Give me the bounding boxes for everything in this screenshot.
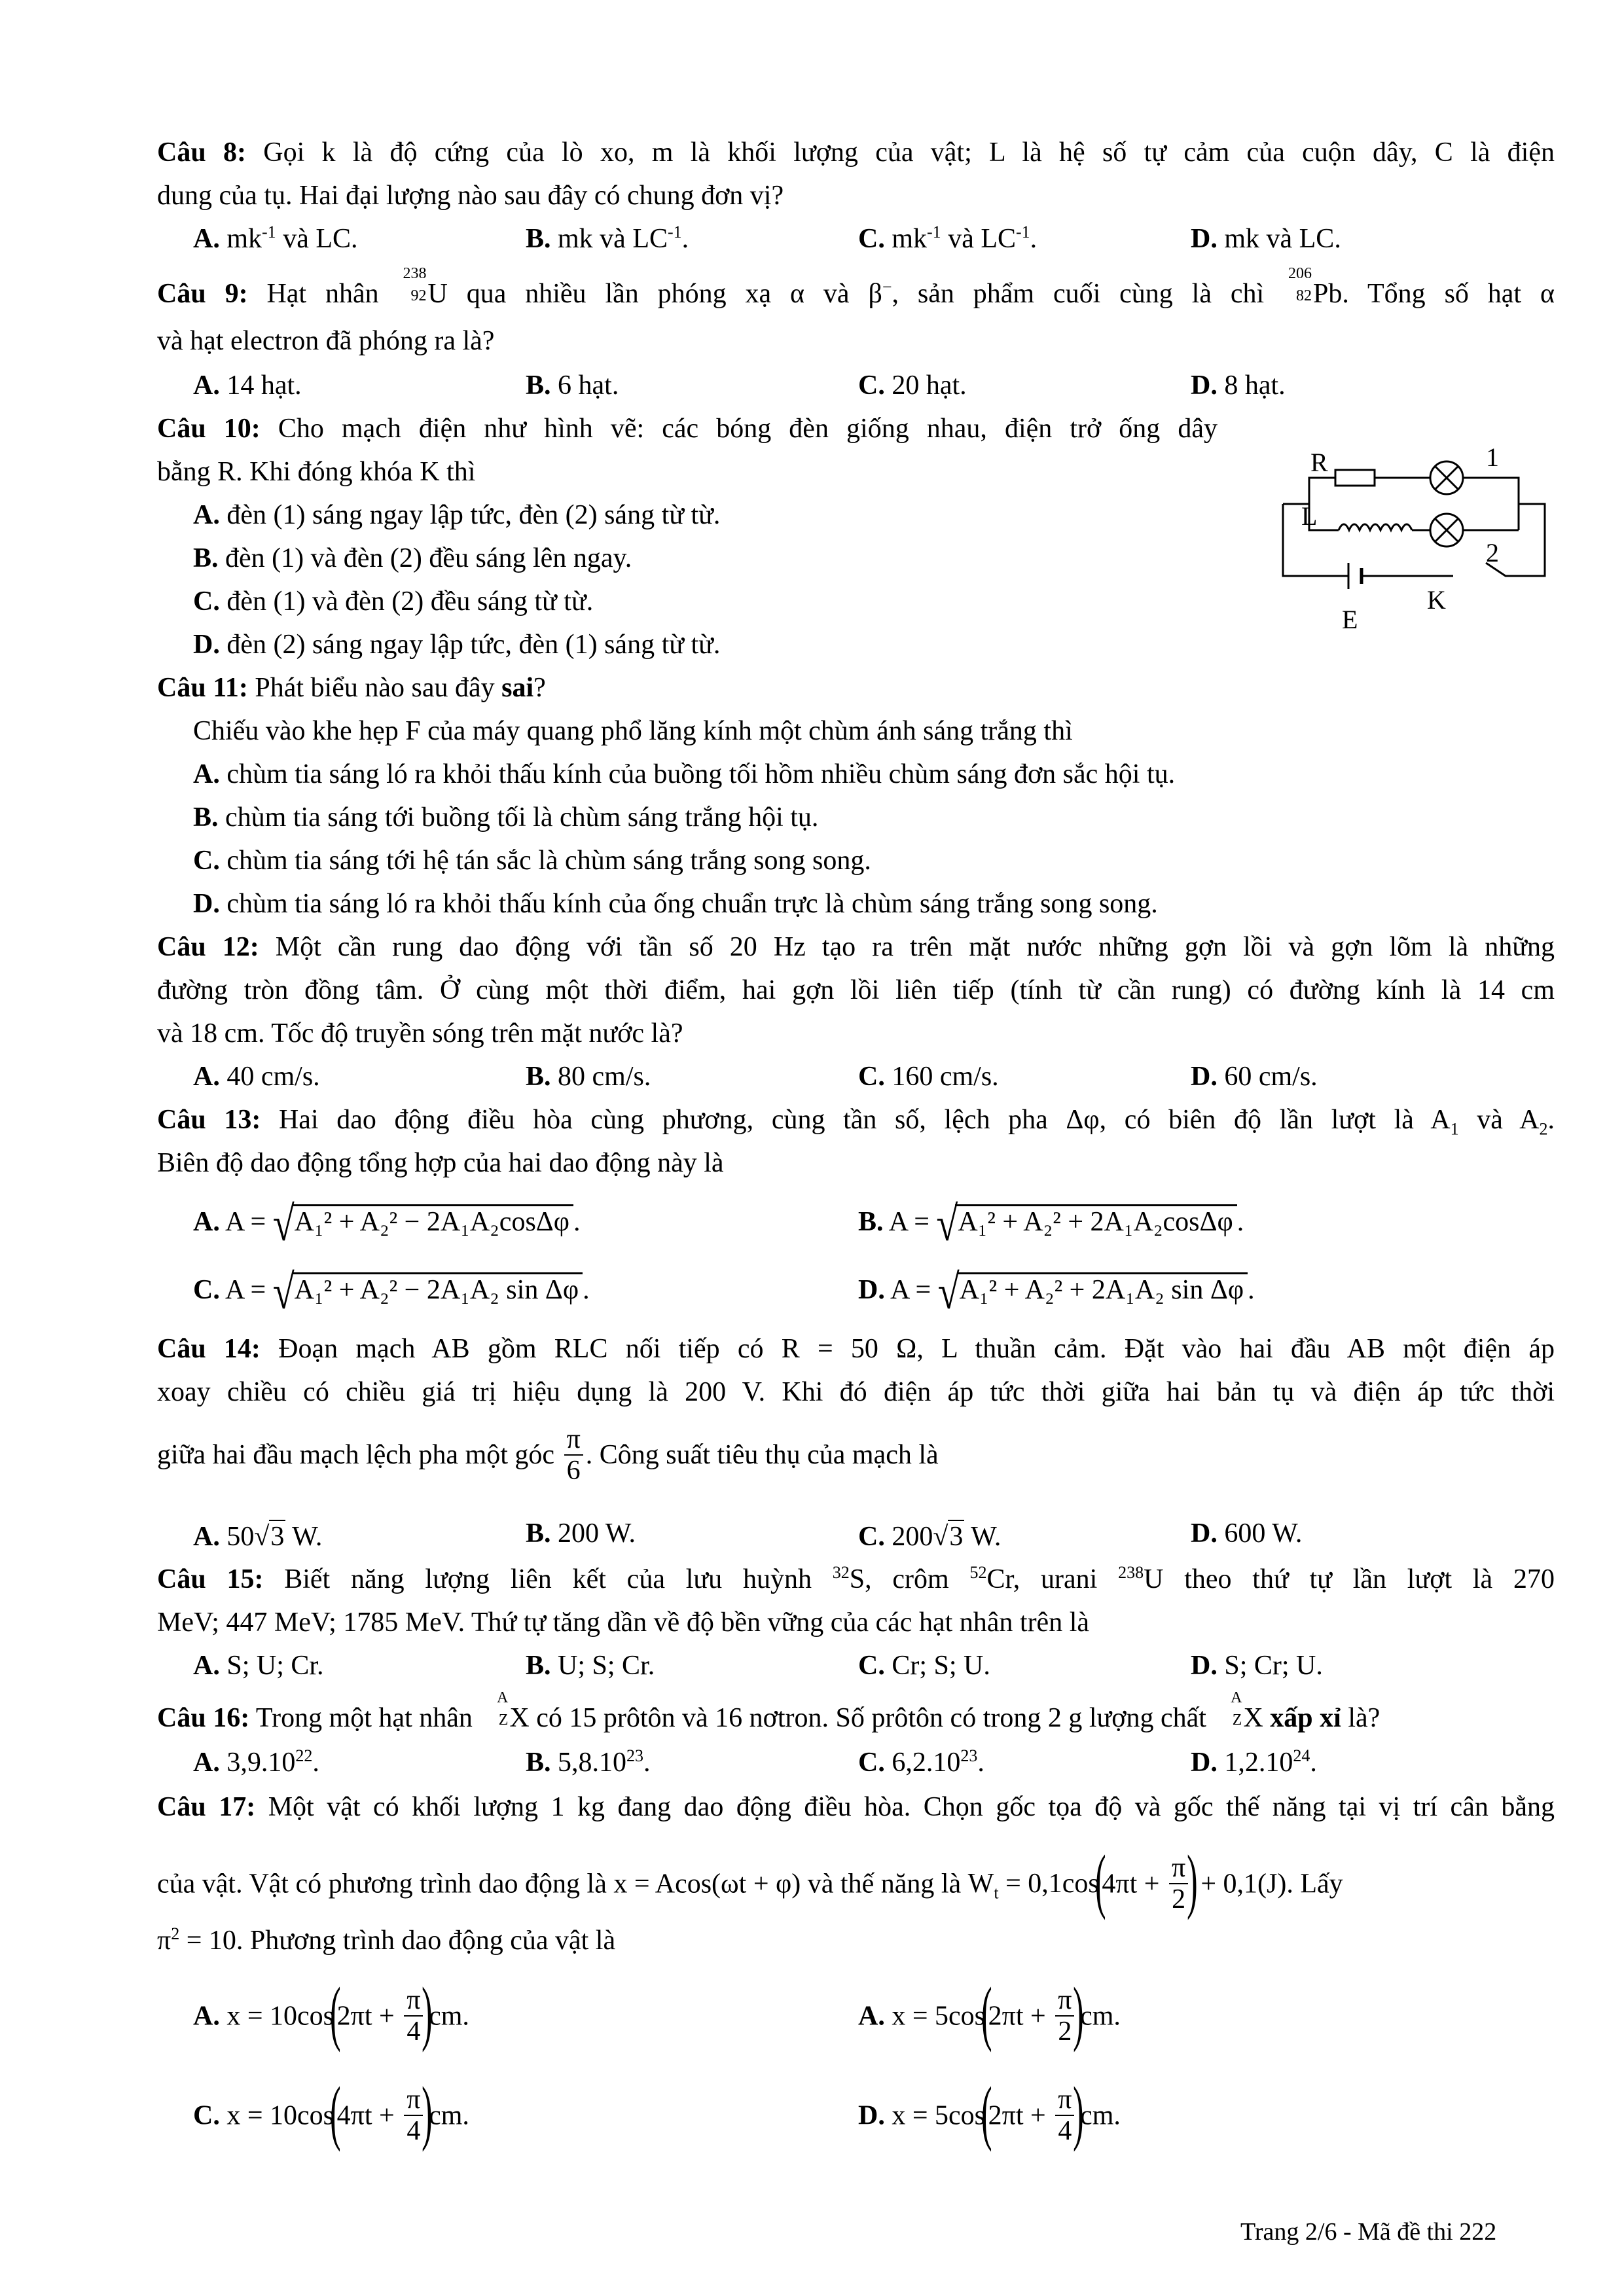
- q15-option-d: D. S; Cr; U.: [1191, 1651, 1323, 1681]
- page-footer: Trang 2/6 - Mã đề thi 222: [1240, 2218, 1497, 2246]
- x-nuclide: A Z: [497, 1689, 509, 1729]
- q11-option-c: C. chùm tia sáng tới hệ tán sắc là chùm sáng trắng song song.: [193, 846, 871, 876]
- q10-line1: Câu 10: Cho mạch điện như hình vẽ: các bóng đèn giống nhau, điện trở ống dây: [157, 414, 1218, 444]
- lead-nuclide: 206 82: [1288, 265, 1312, 304]
- q9-option-b: B. 6 hạt.: [526, 370, 619, 401]
- q9-option-d: D. 8 hạt.: [1191, 370, 1286, 401]
- q9-line2: và hạt electron đã phóng ra là?: [157, 326, 495, 356]
- q12-option-d: D. 60 cm/s.: [1191, 1062, 1318, 1092]
- q14-option-b: B. 200 W.: [526, 1518, 636, 1549]
- q11-option-a: A. chùm tia sáng ló ra khỏi thấu kính của buồng tối hồm nhiều chùm sáng đơn sắc hội tụ.: [193, 759, 1176, 789]
- q9-option-a: A. 14 hạt.: [193, 370, 302, 401]
- q15-option-c: C. Cr; S; U.: [858, 1651, 990, 1681]
- q8-option-b: B. mk và $LC^{-1}$.: [526, 223, 689, 254]
- q17-option-a: A. x = 10cos(2πt + $\frac{\pi}{4}$ )cm.: [193, 1973, 469, 2053]
- q17-line1: Câu 17: Một vật có khối lượng 1 kg đang dao động điều hòa. Chọn gốc tọa độ và gốc thế năng tại vị trí cân bằng: [157, 1792, 1555, 1822]
- label-battery-e: E: [1342, 605, 1358, 634]
- q15-line1: Câu 15: Biết năng lượng liên kết của lưu huỳnh $^{32}$S, crôm $^{52}$Cr, urani $^{238}$U theo thứ tự lần lượt là 270: [157, 1563, 1555, 1594]
- q17-option-b: A. x = 5cos(2πt + $\frac{\pi}{2}$ )cm.: [858, 1973, 1121, 2053]
- q11-option-b: B. chùm tia sáng tới buồng tối là chùm sáng trắng hội tụ.: [193, 802, 819, 833]
- resistor-symbol: [1335, 470, 1375, 486]
- uranium-nuclide: 238 92: [403, 265, 427, 304]
- q17-option-d: D. x = 5cos(2πt + $\frac{\pi}{4}$ )cm.: [858, 2072, 1121, 2152]
- q14-option-a: A. 50√3 W.: [193, 1520, 322, 1552]
- q14-option-d: D. 600 W.: [1191, 1518, 1303, 1549]
- q15-option-b: B. U; S; Cr.: [526, 1651, 655, 1681]
- pi-over-2-fraction: $\frac{\pi}{2}$: [1169, 1853, 1188, 1914]
- q10-line2: bằng R. Khi đóng khóa K thì: [157, 457, 476, 487]
- q13-option-d: D. A = √A₁² + A₂² + 2A₁A₂ sin Δφ .: [858, 1265, 1255, 1319]
- q8-option-a: A. $mk^{-1}$ và LC.: [193, 223, 358, 254]
- q16-line1: Câu 16: Trong một hạt nhân A Z X có 15 prôtôn và 16 nơtron. Số prôtôn có trong 2 g lượng chất A Z X xấp xỉ là?: [157, 1689, 1380, 1733]
- q14-line1: Câu 14: Đoạn mạch AB gồm RLC nối tiếp có R = 50 Ω, L thuần cảm. Đặt vào hai đầu AB một điện áp: [157, 1334, 1555, 1364]
- q12-option-a: A. 40 cm/s.: [193, 1062, 320, 1092]
- label-lamp-1: 1: [1486, 445, 1499, 472]
- q8-line2: dung của tụ. Hai đại lượng nào sau đây có chung đơn vị?: [157, 181, 784, 211]
- label-lamp-2: 2: [1486, 538, 1499, 567]
- q16-option-b: B. 5,8.10$^{23}$.: [526, 1746, 651, 1778]
- q13-option-c: C. A = √A₁² + A₂² − 2A₁A₂ sin Δφ .: [193, 1265, 590, 1319]
- q13-option-b: B. A = √A₁² + A₂² + 2A₁A₂cosΔφ .: [858, 1196, 1244, 1251]
- label-switch-k: K: [1427, 585, 1446, 615]
- q10-option-a: A. đèn (1) sáng ngay lập tức, đèn (2) sáng từ từ.: [193, 500, 721, 530]
- q14-line2: xoay chiều có chiều giá trị hiệu dụng là 200 V. Khi đó điện áp tức thời giữa hai bản tụ và điện áp tức thời: [157, 1377, 1555, 1407]
- x-nuclide-2: A Z: [1231, 1689, 1242, 1729]
- q16-option-d: D. 1,2.10$^{24}$.: [1191, 1746, 1317, 1778]
- q9-option-c: C. 20 hạt.: [858, 370, 967, 401]
- q16-option-c: C. 6,2.10$^{23}$.: [858, 1746, 984, 1778]
- q10-option-b: B. đèn (1) và đèn (2) đều sáng lên ngay.: [193, 543, 632, 573]
- q13-line1: Câu 13: Hai dao động điều hòa cùng phương, cùng tần số, lệch pha Δφ, có biên độ lần lượt là $A_1$ và $A_2$.: [157, 1105, 1555, 1139]
- q11-stem: Chiếu vào khe hẹp F của máy quang phổ lăng kính một chùm ánh sáng trắng thì: [193, 716, 1073, 746]
- q12-line1: Câu 12: Một cần rung dao động với tần số 20 Hz tạo ra trên mặt nước những gợn lồi và gợn lõm là những: [157, 932, 1555, 962]
- q10-option-d: D. đèn (2) sáng ngay lập tức, đèn (1) sáng từ từ.: [193, 630, 721, 660]
- q14-option-c: C. 200√3 W.: [858, 1520, 1001, 1552]
- q11-line1: Câu 11: Phát biểu nào sau đây sai?: [157, 673, 546, 703]
- q8-option-d: D. mk và LC.: [1191, 224, 1341, 254]
- q12-line2: đường tròn đồng tâm. Ở cùng một thời điểm, hai gợn lồi liên tiếp (tính từ cần rung) có đường kính là 14 cm: [157, 975, 1555, 1005]
- q17-option-c: C. x = 10cos(4πt + $\frac{\pi}{4}$ )cm.: [193, 2072, 469, 2152]
- q15-option-a: A. S; U; Cr.: [193, 1651, 324, 1681]
- inductor-symbol: [1339, 524, 1412, 530]
- q8-line1: Câu 8: Gọi k là độ cứng của lò xo, m là khối lượng của vật; L là hệ số tự cảm của cuộn dây, C là điện: [157, 137, 1555, 168]
- q17-line2: của vật. Vật có phương trình dao động là x = Acos(ωt + φ) và thế năng là $W_t = 0,1\cos(4\pi t$ + $\frac{\pi}{2}$ ) + 0,1(J). Lấy: [157, 1840, 1343, 1920]
- q16-option-a: A. 3,9.10$^{22}$.: [193, 1746, 319, 1778]
- pi-over-6-fraction: $\frac{\pi}{6}$: [564, 1424, 583, 1486]
- q12-option-c: C. 160 cm/s.: [858, 1062, 999, 1092]
- label-r: R: [1310, 448, 1328, 477]
- q14-line3: giữa hai đầu mạch lệch pha một góc $\frac{\pi}{6}$ . Công suất tiêu thụ của mạch là: [157, 1424, 939, 1486]
- q17-line3: $\pi^2 = 10$. Phương trình dao động của vật là: [157, 1924, 616, 1956]
- q8-option-c: C. $mk^{-1}$ và $LC^{-1}$.: [858, 223, 1038, 254]
- q12-line3: và 18 cm. Tốc độ truyền sóng trên mặt nước là?: [157, 1018, 683, 1049]
- q10-option-c: C. đèn (1) và đèn (2) đều sáng từ từ.: [193, 586, 594, 617]
- circuit-diagram: [1270, 445, 1558, 641]
- q9-line1: Câu 9: Hạt nhân 238 92 U qua nhiều lần phóng xạ α và β−, sản phẩm cuối cùng là chì 206 82 Pb. Tổng số hạt α: [157, 265, 1555, 309]
- label-l: L: [1301, 501, 1318, 531]
- q15-line2: MeV; 447 MeV; 1785 MeV. Thứ tự tăng dần về độ bền vững của các hạt nhân trên là: [157, 1607, 1090, 1638]
- q8-label: Câu 8:: [157, 137, 246, 168]
- q13-option-a: A. A = √A₁² + A₂² − 2A₁A₂cosΔφ .: [193, 1196, 581, 1251]
- q12-option-b: B. 80 cm/s.: [526, 1062, 651, 1092]
- q11-option-d: D. chùm tia sáng ló ra khỏi thấu kính của ống chuẩn trực là chùm sáng trắng song song.: [193, 889, 1158, 919]
- q13-line2: Biên độ dao động tổng hợp của hai dao động này là: [157, 1148, 724, 1178]
